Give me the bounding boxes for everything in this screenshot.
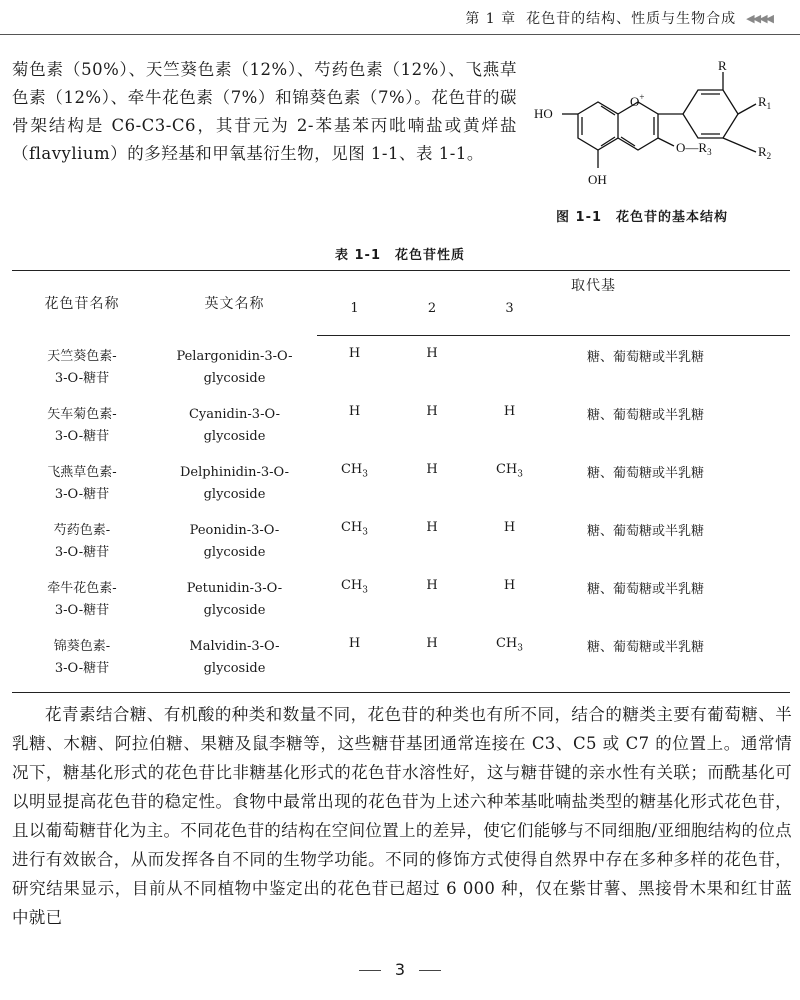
cn-name-line2: 3-O-糖苷: [54, 370, 110, 386]
cell-cn-name: [12, 568, 152, 626]
sub-1-base: CH: [340, 461, 363, 477]
en-name-line2: glycoside: [203, 428, 266, 444]
cell-cn-name: [12, 336, 152, 394]
cell-sugar: 糖、葡萄糖或半乳糖: [587, 465, 705, 481]
en-name-line1: Cyanidin-3-O-: [188, 406, 280, 422]
cell-sub-2: H: [426, 346, 438, 361]
anthocyanin-structure-diagram: [528, 60, 793, 200]
cell-sub-2: H: [426, 403, 438, 419]
cell-sub-3: H: [503, 577, 516, 593]
anthocyanin-structure-figure: [528, 60, 793, 230]
cell-sub-3: H: [503, 519, 516, 535]
en-name-line2: glycoside: [203, 544, 266, 560]
en-name-line1: Malvidin-3-O-: [189, 638, 280, 654]
label-r2-sub: 2: [766, 151, 772, 161]
cell-cn-name: [12, 452, 152, 510]
cell-en-name: [152, 336, 317, 394]
cell-en-name: [152, 394, 317, 452]
label-oxonium-sup: +: [639, 92, 645, 102]
body-text: 花青素结合糖、有机酸的种类和数量不同，花色苷的种类也有所不同，结合的糖类主要有葡萄糖、半乳糖、木糖、阿拉伯糖、果糖及鼠李糖等，这些糖苷基团通常连接在 C3、C5 或 C7 的位置上。通常情况下，糖基化形式的花色苷比非糖基化形式的花色苷水溶性好，这与糖苷键的亲水性有关联；而酰基化可以明显提高花色苷的稳定性。食物中最常出现的花色苷为上述六种苯基吡喃盐类型的糖基化形式花色苷，且以葡萄糖苷化为主。不同花色苷的结构在空间位置上的差异，使它们能够与不同细胞/亚细胞结构的位点进行有效嵌合，从而发挥各自不同的生物学功能。不同的修饰方式使得自然界中存在多种多样的花色苷，研究结果显示，目前从不同植物中鉴定出的花色苷已超过 6 000 种，仅在紫甘薯、黑接骨木果和红甘蓝中就已: [12, 705, 792, 927]
cn-name-line2: 3-O-糖苷: [54, 544, 110, 560]
sub-1-subscript: 3: [362, 469, 369, 480]
cn-name-line2: 3-O-糖苷: [54, 486, 110, 502]
header-cn-name: 花色苷名称: [44, 296, 120, 313]
cn-name-line1: 锦葵色素-: [53, 638, 111, 654]
cell-sub-3: H: [503, 403, 516, 419]
cell-sub-2: H: [426, 519, 438, 535]
table-row: [12, 336, 790, 394]
label-oxonium-o: O: [630, 94, 640, 109]
en-name-line2: glycoside: [203, 660, 266, 676]
header-arrows-icon: ◀◀◀◀: [746, 11, 772, 25]
cell-sub-2: H: [426, 577, 438, 593]
sub-3-base: CH: [495, 461, 518, 477]
header-col-sugar: [547, 301, 790, 336]
en-name-line2: glycoside: [203, 602, 266, 618]
intro-text: 菊色素（50%）、天竺葵色素（12%）、芍药色素（12%）、飞燕草色素（12%）、牵牛花色素（7%）和锦葵色素（7%）。花色苷的碳骨架结构是 C6-C3-C6，其苷元为 2-苯基苯丙吡喃盐或黄烊盐（flavylium）的多羟基和甲氧基衍生物，见图 1-1、表 1-1。: [12, 60, 517, 163]
label-r3-sub: 3: [707, 147, 712, 157]
cell-sugar: 糖、葡萄糖或半乳糖: [587, 407, 705, 423]
sub-1-base: CH: [340, 519, 363, 535]
header-col-2: 2: [392, 301, 472, 336]
cell-sub-1: [317, 568, 392, 626]
table-row: [12, 568, 790, 626]
en-name-line1: Delphinidin-3-O-: [179, 464, 290, 480]
chapter-label: 第 1 章: [465, 11, 517, 27]
cell-sugar: 糖、葡萄糖或半乳糖: [587, 523, 705, 539]
en-name-line1: Petunidin-3-O-: [186, 580, 283, 596]
table-row: [12, 394, 790, 452]
en-name-line2: glycoside: [203, 370, 266, 386]
header-col-1: 1: [317, 301, 392, 336]
label-r1: [758, 94, 771, 111]
cell-sub-2: H: [426, 461, 438, 477]
cn-name-line2: 3-O-糖苷: [54, 428, 110, 444]
cn-name-line2: 3-O-糖苷: [54, 602, 110, 618]
cell-en-name: [152, 510, 317, 568]
table-row: [12, 626, 790, 693]
cell-cn-name: [12, 510, 152, 568]
table-caption: 表 1-1 花色苷性质: [334, 248, 465, 263]
table-row: [12, 510, 790, 568]
cell-en-name: [152, 452, 317, 510]
cell-sub-1: H: [348, 346, 361, 361]
page-dash-left: [359, 970, 381, 971]
cell-sub-3: [472, 626, 547, 693]
figure-caption: 图 1-1 花色苷的基本结构: [556, 210, 729, 225]
en-name-line1: Peonidin-3-O-: [189, 522, 280, 538]
cell-sub-1: H: [348, 403, 361, 419]
cell-cn-name: [12, 394, 152, 452]
sub-3-subscript: 3: [517, 469, 524, 480]
sub-1-base: CH: [340, 577, 363, 593]
cn-name-line1: 天竺葵色素-: [47, 348, 117, 364]
en-name-line2: glycoside: [203, 486, 266, 502]
cell-sub-1: [317, 510, 392, 568]
cn-name-line1: 矢车菊色素-: [47, 406, 117, 422]
label-ho: HO: [534, 106, 553, 121]
label-oxonium: [630, 92, 644, 109]
cell-sugar: 糖、葡萄糖或半乳糖: [587, 350, 705, 365]
cell-en-name: [152, 626, 317, 693]
header-col-3: 3: [472, 301, 547, 336]
cn-name-line1: 飞燕草色素-: [47, 464, 117, 480]
label-r1-base: R: [758, 94, 767, 109]
intro-paragraph: [12, 56, 517, 168]
cell-sub-3: [472, 452, 547, 510]
header-en-name: 英文名称: [204, 296, 265, 313]
sub-1-subscript: 3: [362, 527, 369, 538]
cell-sub-3: [472, 336, 547, 394]
cn-name-line1: 芍药色素-: [53, 522, 111, 538]
label-o-r3: [676, 140, 712, 157]
cell-sub-2: H: [392, 626, 472, 693]
page-dash-right: [419, 970, 441, 971]
body-paragraph: [12, 700, 792, 932]
anthocyanin-properties-table: [12, 270, 790, 693]
label-r2-base: R: [758, 144, 767, 159]
label-oh: OH: [588, 172, 607, 187]
chapter-title: 花色苷的结构、性质与生物合成: [526, 11, 737, 27]
label-r2: [758, 144, 771, 161]
page-number-value: 3: [394, 960, 406, 979]
cell-cn-name: [12, 626, 152, 693]
header-rule: [0, 34, 800, 35]
en-name-line1: Pelargonidin-3-O-: [176, 348, 293, 364]
sub-3-base: CH: [495, 635, 518, 651]
cell-sub-1: H: [317, 626, 392, 693]
label-r1-sub: 1: [766, 101, 772, 111]
sub-3-subscript: 3: [517, 643, 524, 654]
cn-name-line1: 牵牛花色素-: [47, 580, 117, 596]
cell-en-name: [152, 568, 317, 626]
cell-sugar: 糖、葡萄糖或半乳糖: [587, 581, 705, 597]
cn-name-line2: 3-O-糖苷: [54, 660, 110, 676]
table-row: [12, 452, 790, 510]
page-number: [0, 960, 800, 979]
label-r: R: [718, 60, 727, 73]
sub-1-subscript: 3: [362, 585, 369, 596]
table-header-row: [12, 271, 790, 302]
running-header: [465, 8, 772, 28]
label-o-r3-base: O—R: [676, 140, 708, 155]
cell-sugar: 糖、葡萄糖或半乳糖: [547, 626, 790, 693]
header-substituent: 取代基: [571, 278, 616, 294]
cell-sub-1: [317, 452, 392, 510]
